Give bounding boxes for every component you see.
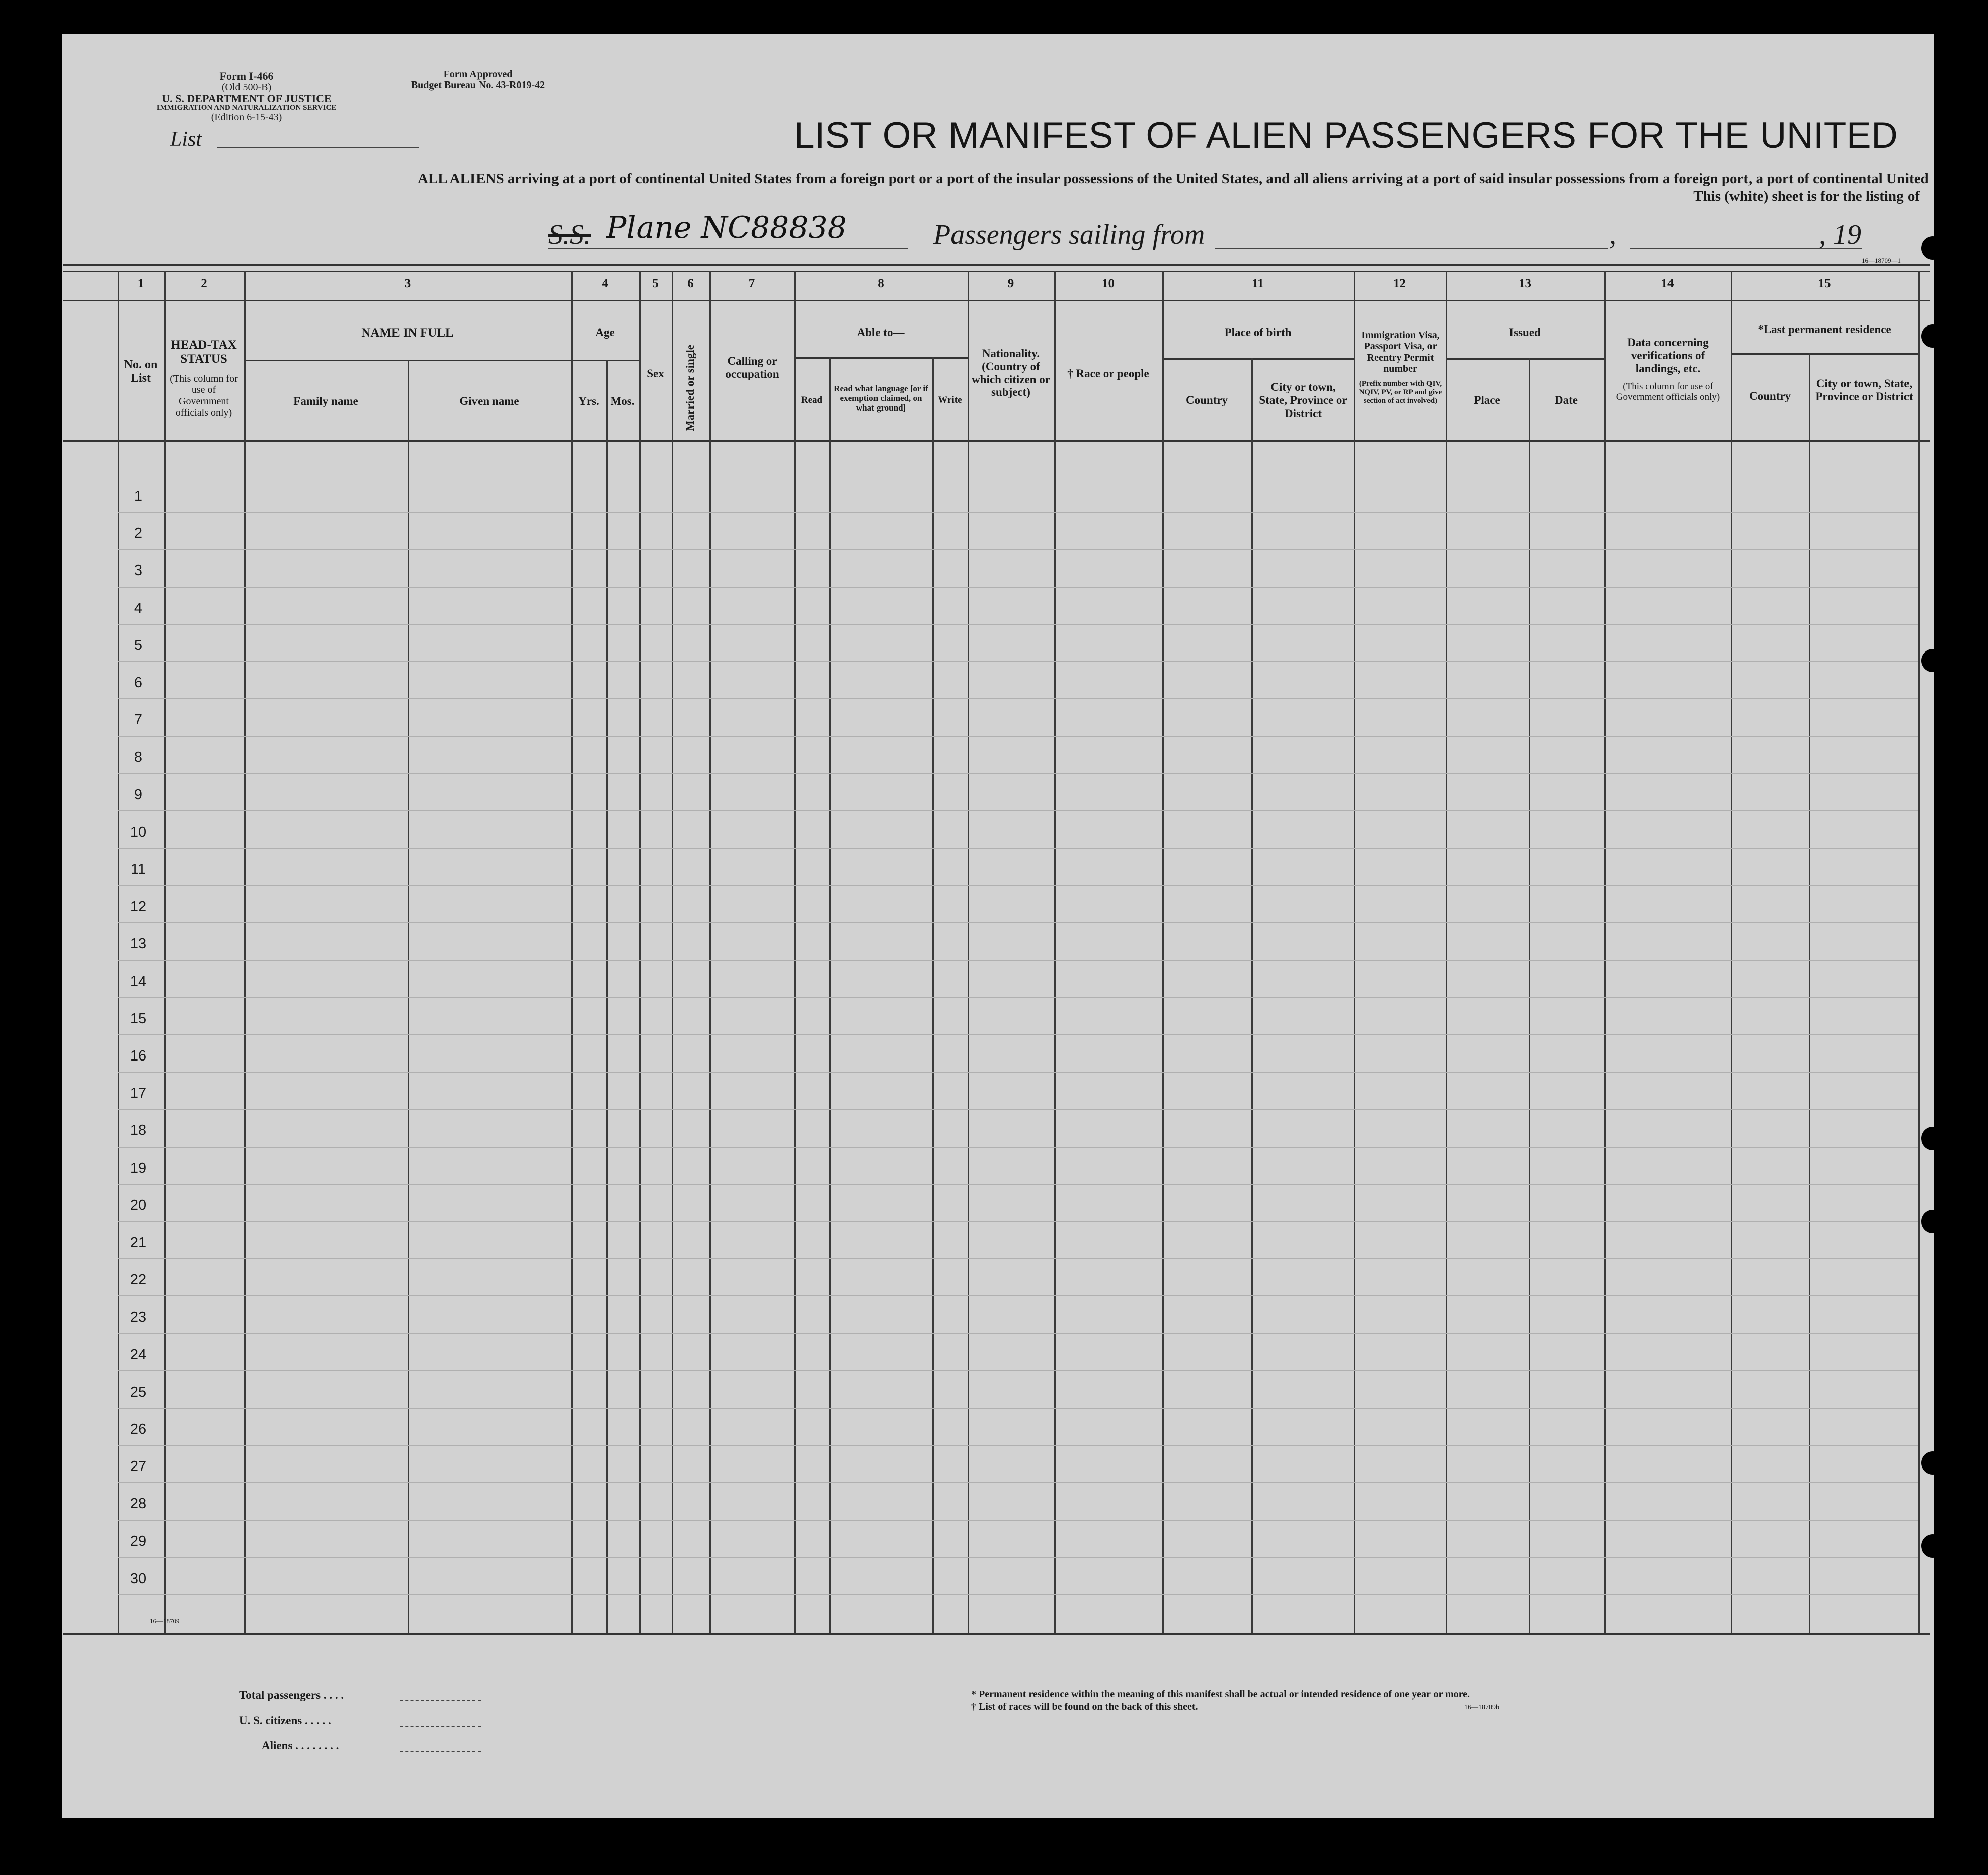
- row-number: 13: [130, 936, 147, 952]
- service-name: IMMIGRATION AND NATURALIZATION SERVICE: [156, 104, 337, 112]
- row-number: 18: [130, 1122, 147, 1139]
- col-line-9-10: [1054, 271, 1056, 1633]
- header-bottom-rule: [63, 440, 1930, 442]
- row-number: 30: [130, 1570, 147, 1587]
- header-lr-city: City or town, State, Province or District: [1815, 377, 1913, 403]
- header-age: Age: [595, 326, 615, 339]
- subtitle: [418, 170, 1929, 205]
- colnum-1: 1: [137, 277, 144, 290]
- row-number: 23: [130, 1309, 147, 1326]
- punch-hole: [1921, 1451, 1944, 1475]
- table-row-rule: [118, 1109, 1918, 1110]
- header-pob-city: City or town, State, Province or District: [1259, 381, 1347, 420]
- header-last-residence: *Last permanent residence: [1758, 323, 1891, 336]
- footer-note-residence: * Permanent residence within the meaning of this manifest shall be actual or intended residence of one year or more.: [971, 1689, 1470, 1700]
- col-line-right: [1918, 271, 1920, 1633]
- list-label: List: [170, 128, 202, 151]
- row-number: 14: [130, 973, 147, 990]
- header-pob-country: Country: [1185, 394, 1228, 406]
- row-number: 11: [130, 861, 146, 877]
- us-citizens-label: U. S. citizens . . . . .: [239, 1714, 331, 1727]
- table-row-rule: [118, 1520, 1918, 1521]
- table-row-rule: [118, 1147, 1918, 1148]
- col-line-3-4: [571, 271, 573, 1633]
- header-name-in-full: NAME IN FULL: [361, 326, 454, 340]
- header-lr-country: Country: [1748, 390, 1791, 402]
- colnum-2: 2: [201, 277, 207, 290]
- table-row-rule: [118, 1408, 1918, 1409]
- form-identification: [128, 70, 365, 123]
- col-line-1-2: [164, 271, 166, 1633]
- col-line-12-13: [1446, 271, 1447, 1633]
- table-row-rule: [118, 1445, 1918, 1446]
- table-row-rule: [118, 848, 1918, 849]
- col-line-14-15: [1731, 271, 1732, 1633]
- colnum-10: 10: [1102, 277, 1115, 290]
- table-row-rule: [118, 1295, 1918, 1296]
- header-mos: Mos.: [610, 395, 635, 407]
- table-row-rule: [118, 1184, 1918, 1185]
- budget-bureau-number: Budget Bureau No. 43-R019-42: [411, 79, 545, 91]
- row-number: 8: [134, 749, 143, 766]
- subtitle-line-2: This (white) sheet is for the listing of: [1693, 188, 1920, 204]
- colnum-15: 15: [1818, 277, 1831, 290]
- colnum-6: 6: [687, 277, 694, 290]
- table-row-rule: [118, 1258, 1918, 1259]
- row-number: 12: [130, 899, 147, 915]
- colnum-13: 13: [1519, 277, 1531, 290]
- header-immigration-visa: Immigration Visa, Passport Visa, or Reentry Permit number: [1361, 330, 1440, 375]
- table-top-rule: [63, 264, 1930, 266]
- table-row-rule: [118, 885, 1918, 886]
- header-read: Read: [801, 395, 823, 405]
- year-label: , 19: [1819, 219, 1861, 251]
- row-number: 21: [130, 1235, 147, 1251]
- row-number: 28: [130, 1496, 147, 1512]
- col-line-res-country-city: [1809, 353, 1810, 1633]
- row-number: 27: [130, 1458, 147, 1475]
- form-edition: (Edition 6-15-43): [211, 111, 282, 123]
- table-row-rule: [118, 1034, 1918, 1035]
- row-number: 29: [130, 1533, 147, 1550]
- col-line-yrs-mos: [606, 360, 608, 1633]
- sailing-from-line: [1215, 248, 1608, 249]
- table-row-rule: [118, 1370, 1918, 1371]
- table-row-rule: [118, 773, 1918, 774]
- punch-hole: [1921, 1534, 1944, 1558]
- colnum-12: 12: [1393, 277, 1406, 290]
- col-line-2-3: [244, 271, 246, 1633]
- row-number: 24: [130, 1346, 147, 1363]
- colnum-4: 4: [602, 277, 608, 290]
- col-line-11-12: [1354, 271, 1355, 1633]
- row-number: 6: [134, 675, 143, 691]
- ship-name-line: [548, 248, 908, 249]
- list-number-line: [217, 147, 419, 148]
- row-number: 7: [134, 712, 143, 728]
- table-row-rule: [118, 1333, 1918, 1334]
- footer-total-passengers: [239, 1689, 344, 1702]
- header-given-name: Given name: [459, 395, 519, 407]
- row-number: 5: [134, 637, 143, 654]
- col-line-6-7: [709, 271, 711, 1633]
- table-row-rule: [118, 587, 1918, 588]
- print-code-top: 16—18709—1: [1862, 257, 1901, 264]
- colnum-5: 5: [652, 277, 659, 290]
- header-place-of-birth: Place of birth: [1224, 326, 1292, 339]
- col-line-13-14: [1604, 271, 1606, 1633]
- table-row-rule: [118, 1482, 1918, 1483]
- able-sub-rule: [794, 357, 968, 359]
- aliens-line[interactable]: [400, 1751, 481, 1752]
- manifest-sheet: [62, 34, 1934, 1818]
- table-row-rule: [118, 960, 1918, 961]
- budget-approval: [372, 69, 584, 91]
- form-number: Form I-466: [219, 70, 274, 83]
- table-row-rule: [118, 1557, 1918, 1558]
- colnum-9: 9: [1007, 277, 1014, 290]
- col-line-lang-write: [932, 357, 934, 1633]
- header-able-to: Able to—: [857, 326, 905, 339]
- header-calling: Calling or occupation: [725, 355, 779, 380]
- department-name: U. S. DEPARTMENT OF JUSTICE: [162, 92, 332, 105]
- footer-note-races: † List of races will be found on the back of this sheet.: [971, 1701, 1198, 1713]
- page-title: LIST OR MANIFEST OF ALIEN PASSENGERS FOR THE UNITED: [794, 115, 1898, 156]
- age-sub-rule: [571, 360, 639, 361]
- header-issued: Issued: [1509, 326, 1541, 339]
- row-number: 9: [134, 786, 143, 803]
- col-line-family-given: [408, 360, 409, 1633]
- table-row-rule: [118, 1221, 1918, 1222]
- punch-hole: [1921, 236, 1944, 260]
- total-passengers-line[interactable]: [400, 1700, 481, 1701]
- col-line-8-9: [968, 271, 969, 1633]
- form-approved: Form Approved: [443, 69, 513, 80]
- footer-aliens: [262, 1739, 339, 1752]
- header-data-note: (This column for use of Government officials only): [1616, 381, 1720, 403]
- table-row-rule: [118, 810, 1918, 811]
- table-row-rule: [118, 1072, 1918, 1073]
- header-no-on-list: No. on List: [124, 358, 158, 385]
- header-nationality: Nationality. (Country of which citizen or subject): [972, 347, 1050, 399]
- table-row-rule: [118, 736, 1918, 737]
- table-row-rule: [118, 1594, 1918, 1595]
- header-yrs: Yrs.: [578, 395, 599, 407]
- date-comma: ,: [1609, 219, 1616, 251]
- row-number: 25: [130, 1383, 147, 1400]
- row-number: 3: [134, 562, 143, 579]
- ship-name-handwritten: Plane NC88838: [606, 210, 847, 246]
- header-issued-date: Date: [1555, 394, 1578, 406]
- colnum-7: 7: [748, 277, 755, 290]
- punch-hole: [1921, 649, 1944, 672]
- col-line-7-8: [794, 271, 796, 1633]
- form-old-number: (Old 500-B): [221, 81, 272, 93]
- header-read-what-language: Read what language [or if exemption claimed, on what ground]: [834, 384, 928, 413]
- header-visa-note: (Prefix number with QIV, NQIV, PV, or RP and give section of act involved): [1359, 380, 1442, 405]
- col-line-4-5: [639, 271, 641, 1633]
- table-row-rule: [118, 922, 1918, 923]
- table-row-rule: [118, 624, 1918, 625]
- col-line-5-6: [672, 271, 673, 1633]
- row-number: 17: [130, 1085, 147, 1102]
- table-row-rule: [118, 698, 1918, 699]
- header-family-name: Family name: [293, 395, 358, 407]
- row-number: 20: [130, 1197, 147, 1213]
- residence-sub-rule: [1731, 353, 1920, 355]
- column-number-rule: [63, 271, 1930, 272]
- row-number: 1: [134, 488, 143, 504]
- header-issued-place: Place: [1474, 394, 1500, 406]
- row-number: 10: [130, 824, 147, 840]
- row-number: 22: [130, 1272, 147, 1288]
- punch-hole: [1921, 324, 1944, 348]
- row-number: 19: [130, 1160, 147, 1176]
- colnum-14: 14: [1661, 277, 1674, 290]
- header-sex: Sex: [647, 367, 664, 380]
- issued-sub-rule: [1446, 358, 1604, 360]
- punch-hole: [1921, 1127, 1944, 1150]
- footer-print-code: 16—18709b: [1464, 1704, 1499, 1711]
- print-code-left: 16—18709: [150, 1617, 180, 1625]
- punch-hole: [1921, 1210, 1944, 1233]
- table-row-rule: [118, 549, 1918, 550]
- header-married-or-single: Married or single: [684, 344, 696, 432]
- us-citizens-line[interactable]: [400, 1726, 481, 1727]
- ship-line: [548, 210, 1887, 257]
- header-write: Write: [938, 395, 962, 405]
- table-row-rule: [118, 997, 1918, 998]
- ship-prefix: S.S.: [548, 219, 591, 251]
- birth-sub-rule: [1162, 358, 1354, 360]
- header-rule: [63, 300, 1930, 301]
- sailing-from-label: Passengers sailing from: [933, 219, 1205, 251]
- header-head-tax-note: (This column for use of Government officials only): [170, 373, 238, 419]
- row-number: 16: [130, 1048, 147, 1064]
- row-number: 15: [130, 1010, 147, 1027]
- header-head-tax: HEAD-TAX STATUS: [171, 338, 237, 366]
- row-number: 4: [134, 600, 143, 616]
- col-line-left: [118, 271, 119, 1633]
- header-race: † Race or people: [1067, 367, 1149, 380]
- colnum-3: 3: [404, 277, 411, 290]
- total-passengers-label: Total passengers . . . .: [239, 1689, 344, 1701]
- aliens-label: Aliens . . . . . . . .: [262, 1739, 339, 1752]
- table-row-rule: [118, 661, 1918, 662]
- row-number: 2: [134, 525, 143, 542]
- col-line-10-11: [1162, 271, 1164, 1633]
- colnum-8: 8: [878, 277, 884, 290]
- header-data-concerning: Data concerning verifications of landings, etc.: [1627, 336, 1709, 375]
- footer-us-citizens: [239, 1714, 331, 1727]
- subtitle-line-1: ALL ALIENS arriving at a port of continental United States from a foreign port or a port of the insular possessions of the United States, and all aliens arriving at a port of said insular possessions from a foreign port, a port of continental United: [418, 171, 1929, 187]
- row-number: 26: [130, 1421, 147, 1437]
- table-bottom-rule: [63, 1633, 1930, 1635]
- table-row-rule: [118, 512, 1918, 513]
- col-line-read-lang: [829, 357, 831, 1633]
- colnum-11: 11: [1252, 277, 1264, 290]
